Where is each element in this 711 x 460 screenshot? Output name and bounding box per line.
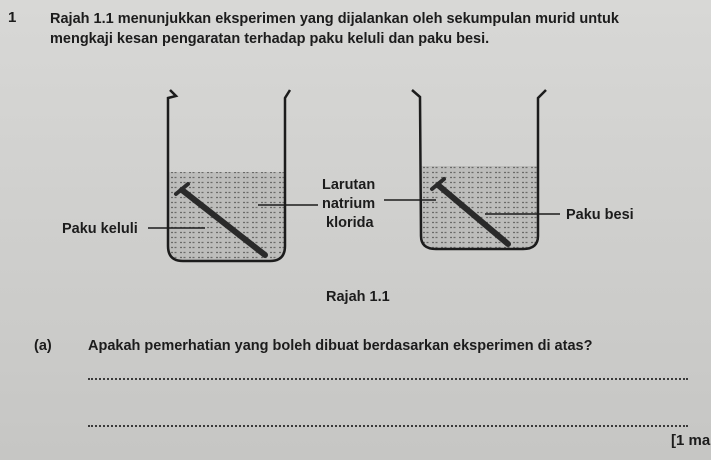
iron-nail-label: Paku besi (566, 207, 634, 223)
solution-label-line1: Larutan (322, 177, 376, 193)
marks-allocation: [1 ma (671, 432, 711, 449)
answer-line-1[interactable] (88, 378, 688, 380)
question-number: 1 (8, 9, 17, 26)
stem-line-2: mengkaji kesan pengaratan terhadap paku keluli dan paku besi. (50, 31, 490, 47)
solution-label-line2: natrium (322, 196, 376, 212)
figure-caption: Rajah 1.1 (326, 289, 390, 305)
question-stem (50, 9, 690, 49)
part-a-label: (a) (34, 338, 52, 354)
answer-line-2[interactable] (88, 425, 688, 427)
part-a-question: Apakah pemerhatian yang boleh dibuat berdasarkan eksperimen di atas? (88, 338, 593, 354)
right-beaker-solution (421, 166, 538, 249)
stem-line-1: Rajah 1.1 menunjukkan eksperimen yang dijalankan oleh sekumpulan murid untuk (50, 11, 619, 27)
steel-nail-label: Paku keluli (62, 221, 138, 237)
solution-label-line3: klorida (326, 215, 374, 231)
